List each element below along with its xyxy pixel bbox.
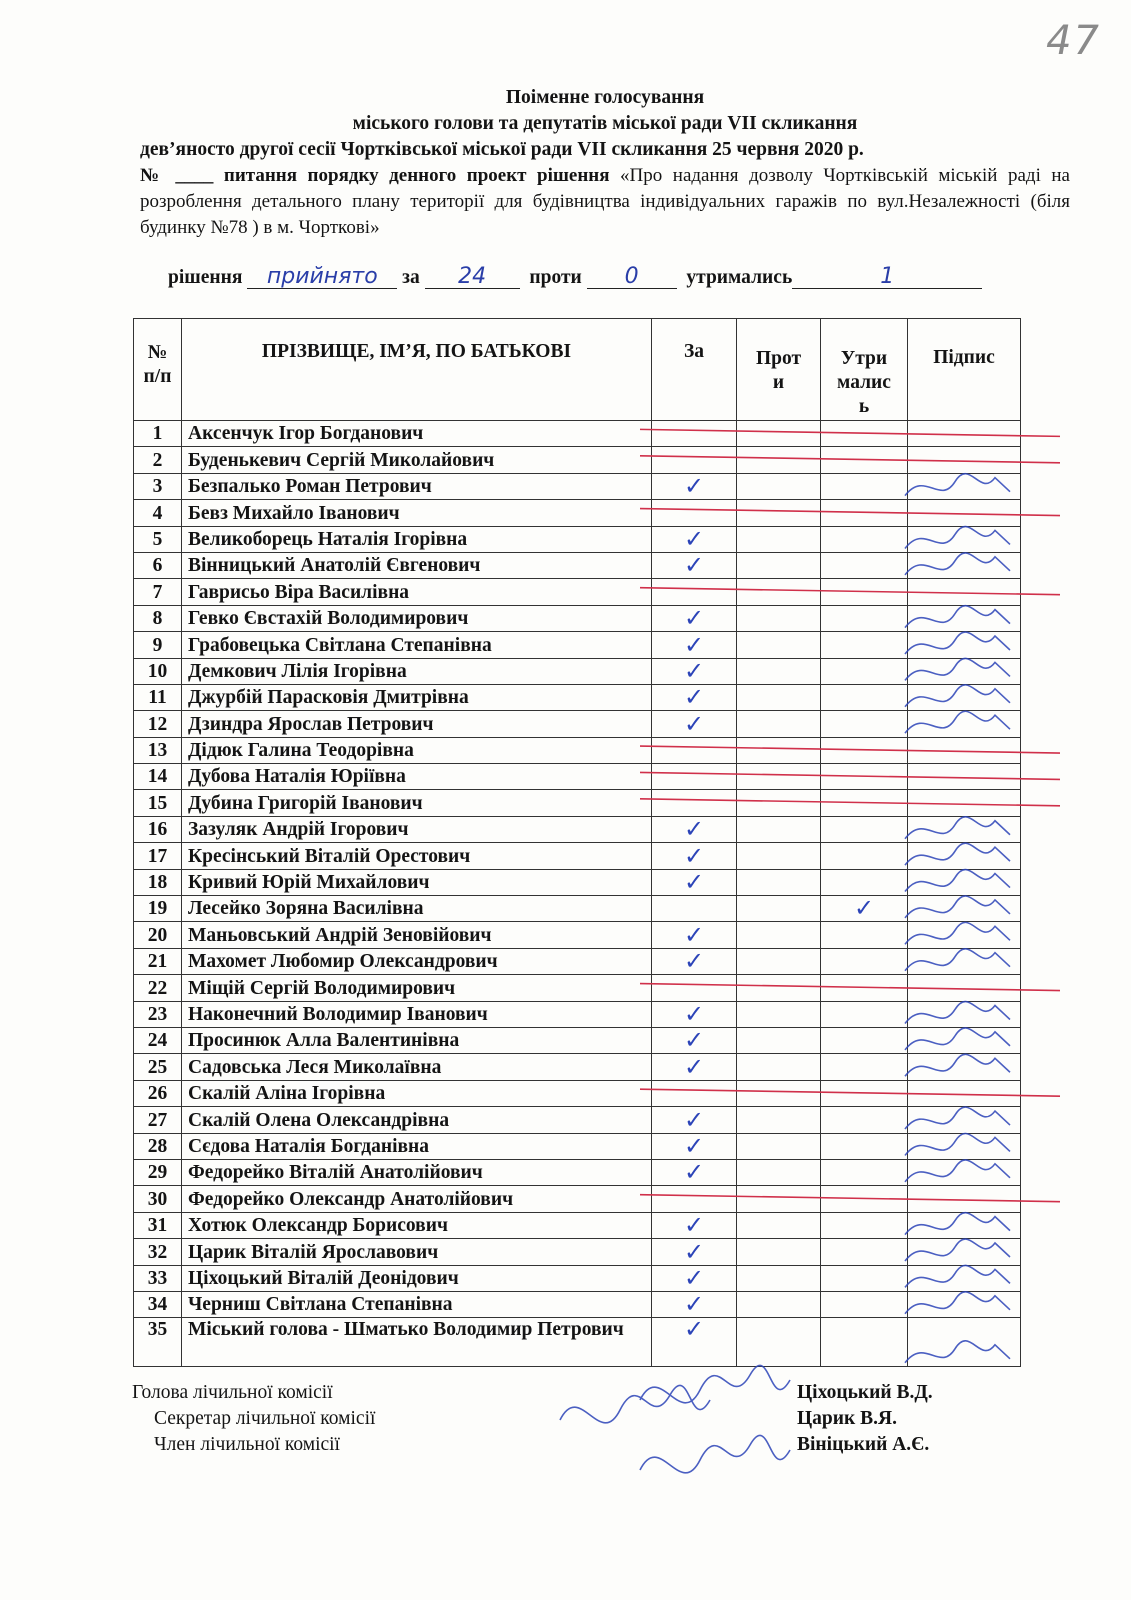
row-number: 32 xyxy=(134,1239,182,1265)
signature-cell xyxy=(908,1318,1021,1367)
decision-label: рішення xyxy=(168,267,243,288)
signature-cell xyxy=(908,816,1021,842)
row-number: 33 xyxy=(134,1265,182,1291)
deputy-name: Кресінський Віталій Орестович xyxy=(182,843,652,869)
row-number: 26 xyxy=(134,1080,182,1106)
decision-line xyxy=(168,266,982,289)
vote-proty-cell xyxy=(737,500,821,526)
vote-za-cell: ✓ xyxy=(652,605,737,631)
table-row xyxy=(134,605,1021,631)
document-header xyxy=(140,85,1070,241)
deputy-name: Черниш Світлана Степанівна xyxy=(182,1291,652,1317)
deputy-name: Царик Віталій Ярославович xyxy=(182,1239,652,1265)
vote-za-cell: ✓ xyxy=(652,1133,737,1159)
table-row xyxy=(134,948,1021,974)
committee-signature xyxy=(640,1435,790,1472)
secretary-name: Царик В.Я. xyxy=(797,1408,897,1429)
table-row xyxy=(134,500,1021,526)
table-row xyxy=(134,1291,1021,1317)
table-row xyxy=(134,1001,1021,1027)
table-row xyxy=(134,473,1021,499)
deputy-name: Скалій Олена Олександрівна xyxy=(182,1107,652,1133)
vote-za-cell: ✓ xyxy=(652,526,737,552)
vote-utr-cell: ✓ xyxy=(821,896,908,922)
vote-za-cell xyxy=(652,737,737,763)
vote-utr-cell xyxy=(821,1054,908,1080)
deputy-name: Наконечний Володимир Іванович xyxy=(182,1001,652,1027)
signature-cell xyxy=(908,632,1021,658)
signature-cell xyxy=(908,1265,1021,1291)
table-row xyxy=(134,658,1021,684)
deputy-name: Грабовецька Світлана Степанівна xyxy=(182,632,652,658)
vote-za-cell: ✓ xyxy=(652,1291,737,1317)
table-row xyxy=(134,684,1021,710)
row-number: 8 xyxy=(134,605,182,631)
title-line-3: дев’яносто другої сесії Чортківської міської ради VII скликання 25 червня 2020 р. xyxy=(140,139,864,160)
vote-proty-cell xyxy=(737,764,821,790)
vote-za-cell: ✓ xyxy=(652,473,737,499)
vote-proty-cell xyxy=(737,922,821,948)
vote-utr-cell xyxy=(821,632,908,658)
signature-cell xyxy=(908,421,1021,447)
row-number: 19 xyxy=(134,896,182,922)
vote-za-cell: ✓ xyxy=(652,552,737,578)
vote-proty-cell xyxy=(737,421,821,447)
signature-cell xyxy=(908,790,1021,816)
vote-proty-cell xyxy=(737,1239,821,1265)
table-row xyxy=(134,843,1021,869)
table-row xyxy=(134,1054,1021,1080)
member-name: Вініцький А.Є. xyxy=(797,1434,930,1455)
vote-utr-cell xyxy=(821,922,908,948)
deputy-name: Джурбій Парасковія Дмитрівна xyxy=(182,684,652,710)
vote-proty-cell xyxy=(737,1080,821,1106)
header-utr: Утри малис ь xyxy=(821,319,908,421)
vote-utr-cell xyxy=(821,684,908,710)
vote-utr-cell xyxy=(821,1291,908,1317)
secretary-label: Секретар лічильної комісії xyxy=(154,1408,376,1429)
za-label: за xyxy=(402,267,420,288)
table-row xyxy=(134,526,1021,552)
row-number: 27 xyxy=(134,1107,182,1133)
deputy-name: Дідюк Галина Теодорівна xyxy=(182,737,652,763)
footer-names xyxy=(797,1380,933,1458)
deputy-name: Гевко Євстахій Володимирович xyxy=(182,605,652,631)
vote-utr-cell xyxy=(821,1239,908,1265)
deputy-name: Вінницький Анатолій Євгенович xyxy=(182,552,652,578)
row-number: 35 xyxy=(134,1318,182,1367)
deputy-name: Безпалько Роман Петрович xyxy=(182,473,652,499)
title-line-2: міського голови та депутатів міської ради VII скликання xyxy=(352,113,858,134)
signature-cell xyxy=(908,1133,1021,1159)
table-row xyxy=(134,552,1021,578)
header-name: ПРІЗВИЩЕ, ІМ’Я, ПО БАТЬКОВІ xyxy=(182,319,652,421)
vote-proty-cell xyxy=(737,605,821,631)
committee-signature xyxy=(640,1365,790,1402)
vote-proty-cell xyxy=(737,473,821,499)
signature-cell xyxy=(908,1186,1021,1212)
table-row xyxy=(134,790,1021,816)
vote-za-cell: ✓ xyxy=(652,1212,737,1238)
deputy-name: Хотюк Олександр Борисович xyxy=(182,1212,652,1238)
vote-proty-cell xyxy=(737,1001,821,1027)
signature-cell xyxy=(908,1001,1021,1027)
vote-utr-cell xyxy=(821,1107,908,1133)
vote-za-cell xyxy=(652,975,737,1001)
vote-proty-cell xyxy=(737,1054,821,1080)
vote-utr-cell xyxy=(821,711,908,737)
signature-cell xyxy=(908,658,1021,684)
vote-proty-cell xyxy=(737,711,821,737)
row-number: 12 xyxy=(134,711,182,737)
signature-cell xyxy=(908,684,1021,710)
vote-proty-cell xyxy=(737,1159,821,1185)
vote-utr-cell xyxy=(821,1212,908,1238)
table-row xyxy=(134,1318,1021,1367)
agenda-question xyxy=(140,163,1070,241)
table-row xyxy=(134,975,1021,1001)
vote-utr-cell xyxy=(821,526,908,552)
vote-utr-cell xyxy=(821,1001,908,1027)
deputy-name: Дубова Наталія Юріївна xyxy=(182,764,652,790)
vote-za-cell: ✓ xyxy=(652,684,737,710)
table-row xyxy=(134,447,1021,473)
row-number: 25 xyxy=(134,1054,182,1080)
vote-proty-cell xyxy=(737,896,821,922)
vote-proty-cell xyxy=(737,579,821,605)
vote-za-cell xyxy=(652,790,737,816)
table-row xyxy=(134,1133,1021,1159)
deputy-name: Маньовський Андрій Зеновійович xyxy=(182,922,652,948)
vote-utr-cell xyxy=(821,605,908,631)
vote-za-cell xyxy=(652,1080,737,1106)
signature-cell xyxy=(908,1212,1021,1238)
deputy-name: Аксенчук Ігор Богданович xyxy=(182,421,652,447)
vote-utr-cell xyxy=(821,447,908,473)
vote-za-cell: ✓ xyxy=(652,1001,737,1027)
row-number: 5 xyxy=(134,526,182,552)
vote-utr-cell xyxy=(821,1159,908,1185)
vote-utr-cell xyxy=(821,658,908,684)
row-number: 21 xyxy=(134,948,182,974)
vote-za-cell: ✓ xyxy=(652,816,737,842)
utr-label: утримались xyxy=(686,267,793,288)
table-row xyxy=(134,869,1021,895)
vote-proty-cell xyxy=(737,1291,821,1317)
signature-cell xyxy=(908,1107,1021,1133)
vote-za-cell: ✓ xyxy=(652,658,737,684)
vote-utr-cell xyxy=(821,975,908,1001)
proty-label: проти xyxy=(529,267,582,288)
vote-proty-cell xyxy=(737,658,821,684)
vote-utr-cell xyxy=(821,843,908,869)
deputy-name: Федорейко Віталій Анатолійович xyxy=(182,1159,652,1185)
committee-signature xyxy=(560,1385,710,1422)
vote-utr-cell xyxy=(821,421,908,447)
vote-proty-cell xyxy=(737,843,821,869)
header-za: За xyxy=(652,319,737,421)
vote-utr-cell xyxy=(821,764,908,790)
vote-utr-cell xyxy=(821,1027,908,1053)
table-row xyxy=(134,816,1021,842)
deputy-name: Міський голова - Шматько Володимир Петрович xyxy=(182,1318,652,1367)
vote-utr-cell xyxy=(821,1318,908,1367)
question-text: «Про надання дозволу Чортківській міській раді на розроблення детального плану території для будівництва індивідуальних гаражів по вул.Незалежності (біля будинку №78 ) в м. Чорткові» xyxy=(140,165,1070,238)
row-number: 4 xyxy=(134,500,182,526)
table-row xyxy=(134,1212,1021,1238)
deputy-name: Бевз Михайло Іванович xyxy=(182,500,652,526)
vote-utr-cell xyxy=(821,790,908,816)
vote-za-cell xyxy=(652,447,737,473)
deputy-name: Сєдова Наталія Богданівна xyxy=(182,1133,652,1159)
vote-proty-cell xyxy=(737,1265,821,1291)
table-row xyxy=(134,1107,1021,1133)
vote-za-cell: ✓ xyxy=(652,711,737,737)
deputy-name: Дубина Григорій Іванович xyxy=(182,790,652,816)
deputy-name: Дзиндра Ярослав Петрович xyxy=(182,711,652,737)
table-row xyxy=(134,1080,1021,1106)
vote-proty-cell xyxy=(737,1212,821,1238)
vote-utr-cell xyxy=(821,948,908,974)
vote-proty-cell xyxy=(737,632,821,658)
signature-cell xyxy=(908,922,1021,948)
signature-cell xyxy=(908,500,1021,526)
row-number: 23 xyxy=(134,1001,182,1027)
vote-za-cell: ✓ xyxy=(652,948,737,974)
row-number: 16 xyxy=(134,816,182,842)
row-number: 3 xyxy=(134,473,182,499)
deputy-name: Федорейко Олександр Анатолійович xyxy=(182,1186,652,1212)
table-row xyxy=(134,764,1021,790)
vote-proty-cell xyxy=(737,552,821,578)
vote-za-cell: ✓ xyxy=(652,1239,737,1265)
table-row xyxy=(134,579,1021,605)
table-row xyxy=(134,421,1021,447)
signature-cell xyxy=(908,526,1021,552)
signature-cell xyxy=(908,1080,1021,1106)
signature-cell xyxy=(908,764,1021,790)
row-number: 10 xyxy=(134,658,182,684)
vote-proty-cell xyxy=(737,975,821,1001)
vote-za-cell xyxy=(652,421,737,447)
vote-proty-cell xyxy=(737,737,821,763)
vote-za-cell xyxy=(652,896,737,922)
vote-za-cell: ✓ xyxy=(652,869,737,895)
vote-proty-cell xyxy=(737,526,821,552)
signature-cell xyxy=(908,1291,1021,1317)
vote-proty-cell xyxy=(737,816,821,842)
vote-table xyxy=(133,318,1021,1367)
vote-za-cell xyxy=(652,500,737,526)
vote-za-cell: ✓ xyxy=(652,1265,737,1291)
vote-proty-cell xyxy=(737,447,821,473)
table-row xyxy=(134,896,1021,922)
vote-utr-cell xyxy=(821,1186,908,1212)
signature-cell xyxy=(908,579,1021,605)
vote-proty-cell xyxy=(737,1186,821,1212)
deputy-name: Скалій Аліна Ігорівна xyxy=(182,1080,652,1106)
vote-za-cell: ✓ xyxy=(652,632,737,658)
vote-za-cell: ✓ xyxy=(652,1054,737,1080)
vote-za-cell: ✓ xyxy=(652,922,737,948)
vote-proty-cell xyxy=(737,1027,821,1053)
signature-cell xyxy=(908,447,1021,473)
deputy-name: Садовська Леся Миколаївна xyxy=(182,1054,652,1080)
vote-utr-cell xyxy=(821,552,908,578)
vote-utr-cell xyxy=(821,1265,908,1291)
row-number: 28 xyxy=(134,1133,182,1159)
row-number: 30 xyxy=(134,1186,182,1212)
vote-proty-cell xyxy=(737,790,821,816)
header-num: № п/п xyxy=(134,319,182,421)
table-row xyxy=(134,632,1021,658)
row-number: 22 xyxy=(134,975,182,1001)
row-number: 2 xyxy=(134,447,182,473)
signature-cell xyxy=(908,1159,1021,1185)
row-number: 15 xyxy=(134,790,182,816)
question-prefix: № ____ питання порядку денного проект рішення xyxy=(140,165,610,186)
utr-value: 1 xyxy=(792,266,982,289)
signature-cell xyxy=(908,975,1021,1001)
signature-cell xyxy=(908,1054,1021,1080)
vote-utr-cell xyxy=(821,869,908,895)
table-row xyxy=(134,1265,1021,1291)
vote-za-cell: ✓ xyxy=(652,1159,737,1185)
vote-za-cell: ✓ xyxy=(652,1318,737,1367)
row-number: 11 xyxy=(134,684,182,710)
vote-utr-cell xyxy=(821,737,908,763)
page-number: 47 xyxy=(1046,18,1101,64)
row-number: 6 xyxy=(134,552,182,578)
vote-za-cell xyxy=(652,764,737,790)
table-row xyxy=(134,711,1021,737)
deputy-name: Просинюк Алла Валентинівна xyxy=(182,1027,652,1053)
signature-cell xyxy=(908,552,1021,578)
row-number: 1 xyxy=(134,421,182,447)
signature-cell xyxy=(908,843,1021,869)
chair-label: Голова лічильної комісії xyxy=(132,1382,333,1403)
table-row xyxy=(134,1159,1021,1185)
signature-cell xyxy=(908,711,1021,737)
signature-cell xyxy=(908,948,1021,974)
chair-name: Ціхоцький В.Д. xyxy=(797,1382,933,1403)
vote-utr-cell xyxy=(821,579,908,605)
vote-za-cell xyxy=(652,1186,737,1212)
deputy-name: Гаврисьо Віра Василівна xyxy=(182,579,652,605)
vote-za-cell: ✓ xyxy=(652,1107,737,1133)
vote-proty-cell xyxy=(737,684,821,710)
signature-cell xyxy=(908,1239,1021,1265)
vote-za-cell: ✓ xyxy=(652,843,737,869)
vote-za-cell xyxy=(652,579,737,605)
header-proty: Прот и xyxy=(737,319,821,421)
row-number: 20 xyxy=(134,922,182,948)
za-value: 24 xyxy=(425,266,520,289)
signature-cell xyxy=(908,605,1021,631)
signature-cell xyxy=(908,737,1021,763)
proty-value: 0 xyxy=(587,266,677,289)
signature-cell xyxy=(908,473,1021,499)
header-sig: Підпис xyxy=(908,319,1021,421)
vote-utr-cell xyxy=(821,816,908,842)
vote-utr-cell xyxy=(821,500,908,526)
row-number: 34 xyxy=(134,1291,182,1317)
row-number: 14 xyxy=(134,764,182,790)
row-number: 7 xyxy=(134,579,182,605)
row-number: 13 xyxy=(134,737,182,763)
deputy-name: Ціхоцький Віталій Деонідович xyxy=(182,1265,652,1291)
table-row xyxy=(134,1239,1021,1265)
deputy-name: Демкович Лілія Ігорівна xyxy=(182,658,652,684)
table-header-row xyxy=(134,319,1021,421)
row-number: 29 xyxy=(134,1159,182,1185)
footer-labels xyxy=(132,1380,375,1458)
vote-utr-cell xyxy=(821,1080,908,1106)
deputy-name: Кривий Юрій Михайлович xyxy=(182,869,652,895)
signature-cell xyxy=(908,869,1021,895)
vote-proty-cell xyxy=(737,869,821,895)
deputy-name: Міщій Сергій Володимирович xyxy=(182,975,652,1001)
deputy-name: Махомет Любомир Олександрович xyxy=(182,948,652,974)
member-label: Член лічильної комісії xyxy=(154,1434,340,1455)
row-number: 9 xyxy=(134,632,182,658)
table-row xyxy=(134,1027,1021,1053)
signature-cell xyxy=(908,1027,1021,1053)
table-row xyxy=(134,922,1021,948)
row-number: 31 xyxy=(134,1212,182,1238)
vote-za-cell: ✓ xyxy=(652,1027,737,1053)
deputy-name: Лесейко Зоряна Василівна xyxy=(182,896,652,922)
deputy-name: Зазуляк Андрій Ігорович xyxy=(182,816,652,842)
table-row xyxy=(134,737,1021,763)
vote-proty-cell xyxy=(737,1318,821,1367)
row-number: 18 xyxy=(134,869,182,895)
row-number: 24 xyxy=(134,1027,182,1053)
vote-proty-cell xyxy=(737,1107,821,1133)
vote-proty-cell xyxy=(737,1133,821,1159)
signature-cell xyxy=(908,896,1021,922)
vote-utr-cell xyxy=(821,1133,908,1159)
row-number: 17 xyxy=(134,843,182,869)
deputy-name: Великоборець Наталія Ігорівна xyxy=(182,526,652,552)
table-row xyxy=(134,1186,1021,1212)
vote-proty-cell xyxy=(737,948,821,974)
document-title: Поіменне голосування xyxy=(505,87,705,108)
vote-utr-cell xyxy=(821,473,908,499)
decision-value: прийнято xyxy=(247,266,397,289)
deputy-name: Буденькевич Сергій Миколайович xyxy=(182,447,652,473)
